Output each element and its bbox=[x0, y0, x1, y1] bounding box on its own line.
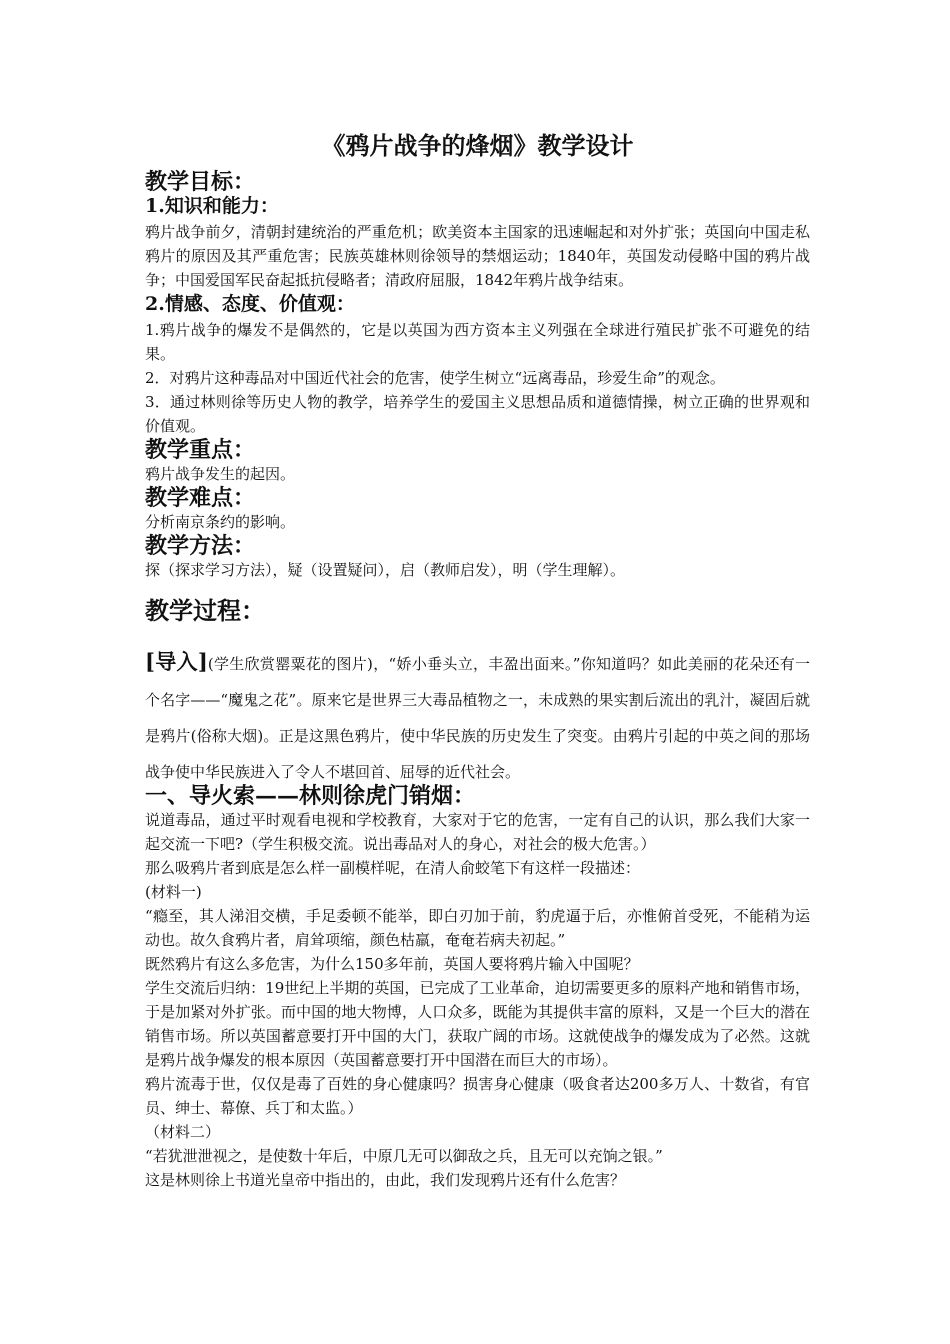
emotion-item: 3．通过林则徐等历史人物的教学，培养学生的爱国主义思想品质和道德情操，树立正确的世界观和价值观。 bbox=[145, 393, 810, 435]
section1-paragraph: 那么吸鸦片者到底是怎么样一副模样呢，在清人俞蛟笔下有这样一段描述： bbox=[145, 859, 641, 877]
document-page bbox=[145, 130, 810, 1192]
emotion-heading: 2.情感、态度、价值观： bbox=[145, 293, 355, 315]
key-point-text: 鸦片战争发生的起因。 bbox=[145, 465, 296, 483]
document-title: 《鸦片战争的烽烟》教学设计 bbox=[321, 131, 634, 160]
material-label: （材料二） bbox=[145, 1123, 221, 1141]
emotion-item: 1.鸦片战争的爆发不是偶然的，它是以英国为西方资本主义列强在全球进行殖民扩张不可避免的结果。 bbox=[145, 321, 810, 363]
material-label: (材料一) bbox=[145, 883, 202, 901]
process-heading: 教学过程： bbox=[145, 596, 265, 625]
goals-heading: 教学目标： bbox=[145, 169, 256, 195]
method-heading: 教学方法： bbox=[145, 533, 256, 559]
section1-paragraph: 鸦片流毒于世，仅仅是毒了百姓的身心健康吗？损害身心健康（吸食者达200多万人、十数省，有官员、绅士、幕僚、兵丁和太监。） bbox=[145, 1075, 810, 1117]
intro-tag: [导入] bbox=[145, 649, 208, 674]
section1-paragraph: 说道毒品，通过平时观看电视和学校教育，大家对于它的危害，一定有自己的认识，那么我们大家一起交流一下吧?（学生积极交流。说出毒品对人的身心，对社会的极大危害。） bbox=[145, 811, 810, 853]
knowledge-heading: 1.知识和能力： bbox=[145, 195, 279, 217]
intro-paragraph bbox=[145, 644, 810, 790]
knowledge-text: 鸦片战争前夕，清朝封建统治的严重危机；欧美资本主国家的迅速崛起和对外扩张；英国向中国走私鸦片的原因及其严重危害；民族英雄林则徐领导的禁烟运动；1840年，英国发动侵略中国的鸦片战争；中国爱国军民奋起抵抗侵略者；清政府屈服，1842年鸦片战争结束。 bbox=[145, 223, 810, 289]
material-quote: “若犹泄泄视之，是使数十年后，中原几无可以御敌之兵，且无可以充饷之银。” bbox=[145, 1147, 663, 1165]
method-text: 探（探求学习方法），疑（设置疑问），启（教师启发），明（学生理解）。 bbox=[145, 561, 626, 579]
intro-text: (学生欣赏罂粟花的图片)，“娇小垂头立，丰盈出面来。”你知道吗？如此美丽的花朵还有一个名字——“魔鬼之花”。原来它是世界三大毒品植物之一，未成熟的果实割后流出的乳汁，凝固后就是鸦片(俗称大烟)。正是这黑色鸦片，使中华民族的历史发生了突变。由鸦片引起的中英之间的那场战争使中华民族进入了令人不堪回首、屈辱的近代社会。 bbox=[145, 655, 811, 781]
key-point-heading: 教学重点： bbox=[145, 437, 256, 463]
emotion-item: 2．对鸦片这种毒品对中国近代社会的危害，使学生树立“远离毒品，珍爱生命”的观念。 bbox=[145, 369, 725, 387]
section1-heading: 一、导火索——林则徐虎门销烟： bbox=[145, 783, 476, 809]
section1-paragraph: 学生交流后归纳：19世纪上半期的英国，已完成了工业革命，迫切需要更多的原料产地和销售市场，于是加紧对外扩张。而中国的地大物博，人口众多，既能为其提供丰富的原料，又是一个巨大的潜在销售市场。所以英国蓄意要打开中国的大门，获取广阔的市场。这就使战争的爆发成为了必然。这就是鸦片战争爆发的根本原因（英国蓄意要打开中国潜在而巨大的市场）。 bbox=[145, 979, 810, 1069]
difficulty-heading: 教学难点： bbox=[145, 485, 256, 511]
section1-paragraph: 这是林则徐上书道光皇帝中指出的，由此，我们发现鸦片还有什么危害？ bbox=[145, 1171, 626, 1189]
material-quote: “瘾至，其人涕泪交横，手足委顿不能举，即白刃加于前，豹虎逼于后，亦惟俯首受死，不能稍为运动也。故久食鸦片者，肩耸项缩，颜色枯羸，奄奄若病夫初起。” bbox=[145, 907, 810, 949]
section1-paragraph: 既然鸦片有这么多危害，为什么150多年前，英国人要将鸦片输入中国呢？ bbox=[145, 955, 639, 973]
difficulty-text: 分析南京条约的影响。 bbox=[145, 513, 296, 531]
